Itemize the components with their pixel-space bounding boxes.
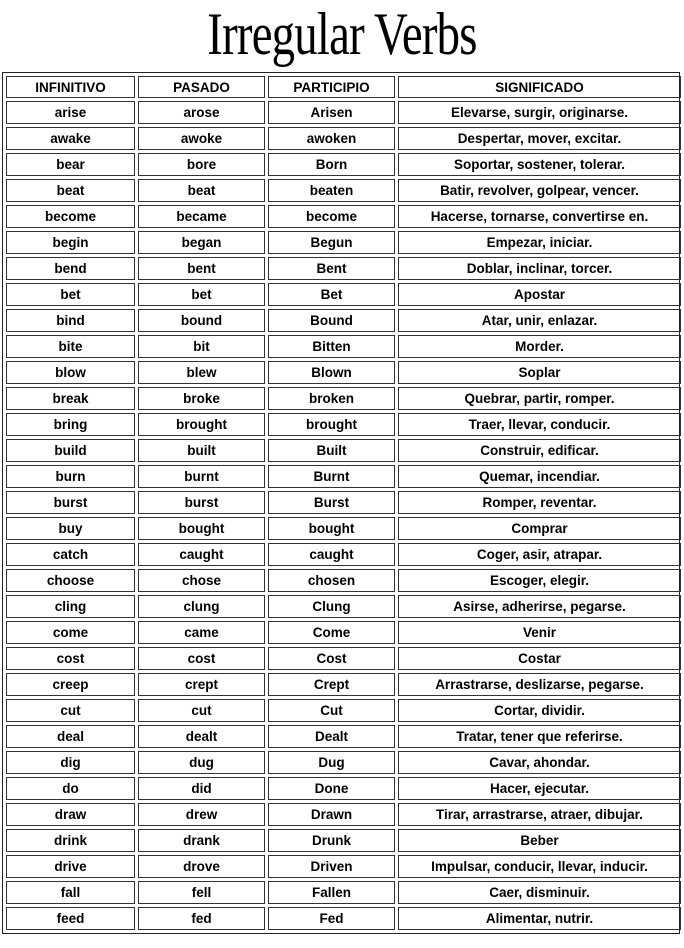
cell-significado: Beber [398, 829, 681, 852]
cell-infinitivo: deal [6, 725, 135, 748]
cell-pasado: chose [138, 569, 265, 592]
verbs-table [3, 73, 684, 933]
cell-significado: Quebrar, partir, romper. [398, 387, 681, 410]
cell-infinitivo: cling [6, 595, 135, 618]
cell-infinitivo: drive [6, 855, 135, 878]
cell-infinitivo: become [6, 205, 135, 228]
cell-significado: Empezar, iniciar. [398, 231, 681, 254]
cell-participio: Crept [268, 673, 395, 696]
cell-significado: Costar [398, 647, 681, 670]
cell-infinitivo: arise [6, 101, 135, 124]
page-title: Irregular Verbs [207, 1, 477, 67]
cell-infinitivo: feed [6, 907, 135, 930]
header-row [6, 76, 681, 98]
cell-pasado: bound [138, 309, 265, 332]
cell-participio: Driven [268, 855, 395, 878]
table-row [6, 413, 681, 436]
header-pasado: PASADO [138, 76, 265, 98]
table-row [6, 361, 681, 384]
cell-infinitivo: bet [6, 283, 135, 306]
table-row [6, 101, 681, 124]
cell-infinitivo: come [6, 621, 135, 644]
cell-infinitivo: beat [6, 179, 135, 202]
cell-significado: Coger, asir, atrapar. [398, 543, 681, 566]
table-row [6, 751, 681, 774]
cell-infinitivo: begin [6, 231, 135, 254]
cell-significado: Asirse, adherirse, pegarse. [398, 595, 681, 618]
table-row [6, 465, 681, 488]
cell-pasado: drew [138, 803, 265, 826]
header-infinitivo: INFINITIVO [6, 76, 135, 98]
cell-pasado: came [138, 621, 265, 644]
cell-participio: Dealt [268, 725, 395, 748]
cell-significado: Tratar, tener que referirse. [398, 725, 681, 748]
cell-participio: Arisen [268, 101, 395, 124]
cell-participio: Cost [268, 647, 395, 670]
cell-pasado: awoke [138, 127, 265, 150]
table-row [6, 725, 681, 748]
cell-pasado: arose [138, 101, 265, 124]
cell-pasado: bit [138, 335, 265, 358]
cell-significado: Comprar [398, 517, 681, 540]
table-row [6, 127, 681, 150]
cell-pasado: fell [138, 881, 265, 904]
cell-participio: Fallen [268, 881, 395, 904]
cell-pasado: burst [138, 491, 265, 514]
table-row [6, 647, 681, 670]
header-participio: PARTICIPIO [268, 76, 395, 98]
cell-pasado: bought [138, 517, 265, 540]
cell-pasado: bore [138, 153, 265, 176]
table-row [6, 777, 681, 800]
cell-pasado: crept [138, 673, 265, 696]
cell-infinitivo: cost [6, 647, 135, 670]
cell-pasado: bet [138, 283, 265, 306]
cell-pasado: did [138, 777, 265, 800]
table-row [6, 387, 681, 410]
cell-infinitivo: bear [6, 153, 135, 176]
cell-significado: Arrastrarse, deslizarse, pegarse. [398, 673, 681, 696]
cell-infinitivo: do [6, 777, 135, 800]
cell-pasado: dealt [138, 725, 265, 748]
cell-significado: Tirar, arrastrarse, atraer, dibujar. [398, 803, 681, 826]
cell-infinitivo: bring [6, 413, 135, 436]
cell-participio: Bent [268, 257, 395, 280]
cell-infinitivo: build [6, 439, 135, 462]
cell-pasado: bent [138, 257, 265, 280]
cell-significado: Alimentar, nutrir. [398, 907, 681, 930]
cell-infinitivo: catch [6, 543, 135, 566]
cell-significado: Venir [398, 621, 681, 644]
cell-significado: Escoger, elegir. [398, 569, 681, 592]
table-row [6, 829, 681, 852]
cell-significado: Quemar, incendiar. [398, 465, 681, 488]
cell-participio: beaten [268, 179, 395, 202]
cell-participio: Born [268, 153, 395, 176]
cell-significado: Apostar [398, 283, 681, 306]
cell-infinitivo: fall [6, 881, 135, 904]
cell-significado: Hacerse, tornarse, convertirse en. [398, 205, 681, 228]
table-row [6, 595, 681, 618]
cell-pasado: built [138, 439, 265, 462]
cell-infinitivo: bend [6, 257, 135, 280]
table-row [6, 569, 681, 592]
cell-pasado: broke [138, 387, 265, 410]
cell-infinitivo: drink [6, 829, 135, 852]
cell-infinitivo: bind [6, 309, 135, 332]
cell-infinitivo: blow [6, 361, 135, 384]
cell-significado: Soportar, sostener, tolerar. [398, 153, 681, 176]
verbs-table-body [6, 101, 681, 930]
cell-significado: Soplar [398, 361, 681, 384]
table-row [6, 517, 681, 540]
cell-participio: Drunk [268, 829, 395, 852]
cell-infinitivo: buy [6, 517, 135, 540]
cell-participio: brought [268, 413, 395, 436]
cell-significado: Cavar, ahondar. [398, 751, 681, 774]
cell-participio: Built [268, 439, 395, 462]
cell-significado: Doblar, inclinar, torcer. [398, 257, 681, 280]
cell-pasado: clung [138, 595, 265, 618]
cell-participio: Come [268, 621, 395, 644]
cell-pasado: cut [138, 699, 265, 722]
table-row [6, 335, 681, 358]
table-row [6, 231, 681, 254]
cell-pasado: brought [138, 413, 265, 436]
cell-participio: caught [268, 543, 395, 566]
cell-infinitivo: break [6, 387, 135, 410]
cell-infinitivo: cut [6, 699, 135, 722]
header-significado: SIGNIFICADO [398, 76, 681, 98]
table-row [6, 881, 681, 904]
table-row [6, 153, 681, 176]
cell-infinitivo: creep [6, 673, 135, 696]
table-row [6, 257, 681, 280]
cell-infinitivo: dig [6, 751, 135, 774]
cell-pasado: began [138, 231, 265, 254]
cell-pasado: drank [138, 829, 265, 852]
cell-significado: Batir, revolver, golpear, vencer. [398, 179, 681, 202]
cell-participio: Clung [268, 595, 395, 618]
table-row [6, 699, 681, 722]
cell-participio: become [268, 205, 395, 228]
table-row [6, 621, 681, 644]
table-row [6, 907, 681, 930]
cell-pasado: blew [138, 361, 265, 384]
cell-pasado: burnt [138, 465, 265, 488]
cell-infinitivo: awake [6, 127, 135, 150]
cell-participio: Dug [268, 751, 395, 774]
table-row [6, 205, 681, 228]
cell-significado: Despertar, mover, excitar. [398, 127, 681, 150]
verbs-table-container [2, 72, 680, 934]
table-row [6, 179, 681, 202]
table-row [6, 309, 681, 332]
cell-significado: Elevarse, surgir, originarse. [398, 101, 681, 124]
cell-participio: awoken [268, 127, 395, 150]
cell-infinitivo: draw [6, 803, 135, 826]
cell-participio: Done [268, 777, 395, 800]
cell-participio: Begun [268, 231, 395, 254]
cell-significado: Caer, disminuir. [398, 881, 681, 904]
cell-participio: Bitten [268, 335, 395, 358]
table-row [6, 491, 681, 514]
cell-pasado: caught [138, 543, 265, 566]
cell-pasado: drove [138, 855, 265, 878]
table-row [6, 283, 681, 306]
cell-pasado: fed [138, 907, 265, 930]
table-row [6, 673, 681, 696]
cell-infinitivo: bite [6, 335, 135, 358]
cell-infinitivo: burn [6, 465, 135, 488]
cell-infinitivo: choose [6, 569, 135, 592]
cell-pasado: dug [138, 751, 265, 774]
cell-pasado: became [138, 205, 265, 228]
table-row [6, 855, 681, 878]
cell-significado: Morder. [398, 335, 681, 358]
cell-significado: Impulsar, conducir, llevar, inducir. [398, 855, 681, 878]
cell-participio: chosen [268, 569, 395, 592]
cell-significado: Hacer, ejecutar. [398, 777, 681, 800]
cell-infinitivo: burst [6, 491, 135, 514]
cell-significado: Construir, edificar. [398, 439, 681, 462]
cell-participio: Blown [268, 361, 395, 384]
cell-significado: Traer, llevar, conducir. [398, 413, 681, 436]
cell-participio: Bet [268, 283, 395, 306]
cell-significado: Cortar, dividir. [398, 699, 681, 722]
cell-participio: Cut [268, 699, 395, 722]
cell-significado: Romper, reventar. [398, 491, 681, 514]
cell-participio: Fed [268, 907, 395, 930]
cell-participio: bought [268, 517, 395, 540]
table-row [6, 803, 681, 826]
cell-participio: broken [268, 387, 395, 410]
table-row [6, 543, 681, 566]
cell-participio: Burst [268, 491, 395, 514]
cell-participio: Burnt [268, 465, 395, 488]
cell-pasado: beat [138, 179, 265, 202]
cell-pasado: cost [138, 647, 265, 670]
cell-participio: Drawn [268, 803, 395, 826]
cell-participio: Bound [268, 309, 395, 332]
cell-significado: Atar, unir, enlazar. [398, 309, 681, 332]
table-row [6, 439, 681, 462]
